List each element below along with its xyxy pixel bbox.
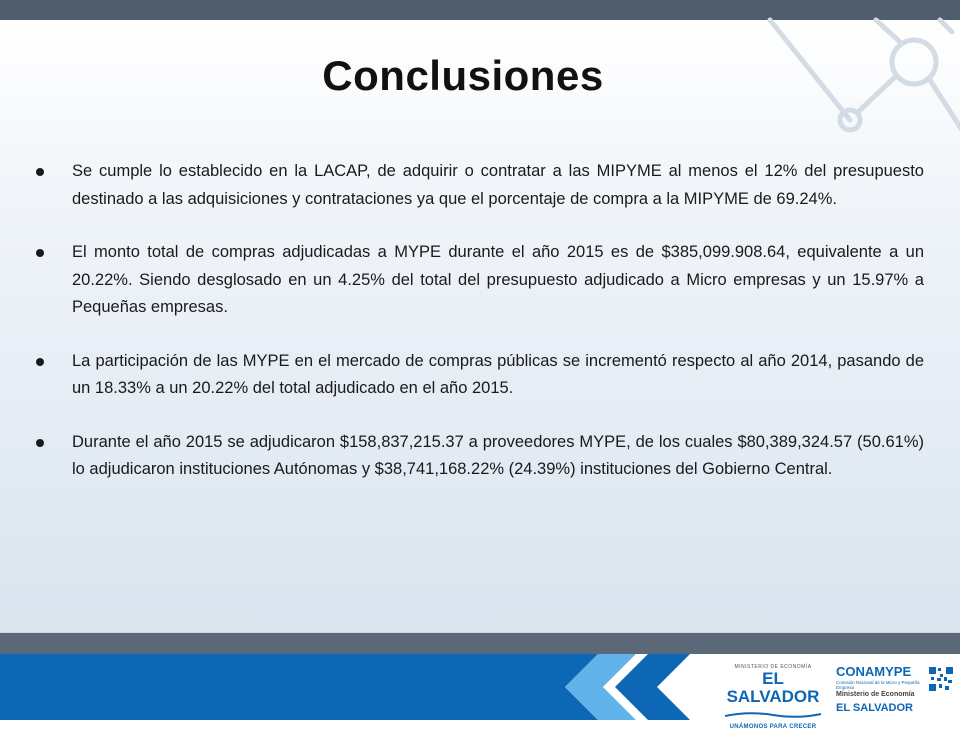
bullet-item	[36, 239, 924, 322]
conamype-name: CONAMYPE	[836, 664, 912, 679]
conamype-subtitle: Comisión Nacional de la Micro y Pequeña Empresa	[836, 680, 920, 690]
bullet-item	[36, 158, 924, 213]
bullet-dot-icon	[36, 168, 44, 176]
bullet-item	[36, 429, 924, 484]
slide-title: Conclusiones	[322, 52, 604, 99]
top-bar	[0, 0, 960, 20]
bullet-text: El monto total de compras adjudicadas a MYPE durante el año 2015 es de $385,099.908.64, equivalente a un 20.22%. Siendo desglosado en un 4.25% del total del presupuesto adjudicado a Micro empresas y un 15.97% a Pequeñas empresas.	[72, 243, 924, 316]
mineco-slogan: UNÁMONOS PARA CRECER	[729, 724, 817, 730]
mineco-logo	[718, 664, 828, 730]
bullet-item	[36, 348, 924, 403]
conamype-logo	[836, 664, 956, 718]
bullet-dot-icon	[36, 439, 44, 447]
mineco-ministry: MINISTERIO DE ECONOMÍA	[734, 664, 812, 670]
mineco-wave-icon	[723, 711, 823, 719]
mineco-country: EL SALVADOR	[726, 669, 820, 706]
bullet-list	[36, 158, 924, 510]
bullet-text: La participación de las MYPE en el mercado de compras públicas se incrementó respecto al año 2014, pasando de un 18.33% a un 20.22% del total adjudicado en el año 2015.	[72, 351, 924, 397]
qr-logo-icon	[928, 666, 954, 692]
bullet-text: Durante el año 2015 se adjudicaron $158,837,215.37 a proveedores MYPE, de los cuales $80,389,324.57 (50.61%) lo adjudicaron instituciones Autónomas y $38,741,168.22% (24.39%) instituciones del Gobierno Central.	[72, 432, 924, 478]
conamype-ministry: Ministerio de Economía	[836, 691, 915, 698]
bullet-text: Se cumple lo establecido en la LACAP, de adquirir o contratar a las MIPYME al menos el 12% del presupuesto destinado a las adquisiciones y contrataciones ya que el porcentaje de compra a la MIPYME de 69.24%.	[72, 162, 924, 208]
bullet-dot-icon	[36, 358, 44, 366]
footer-divider-bar	[0, 632, 960, 655]
bullet-dot-icon	[36, 249, 44, 257]
conamype-country: EL SALVADOR	[836, 702, 914, 714]
